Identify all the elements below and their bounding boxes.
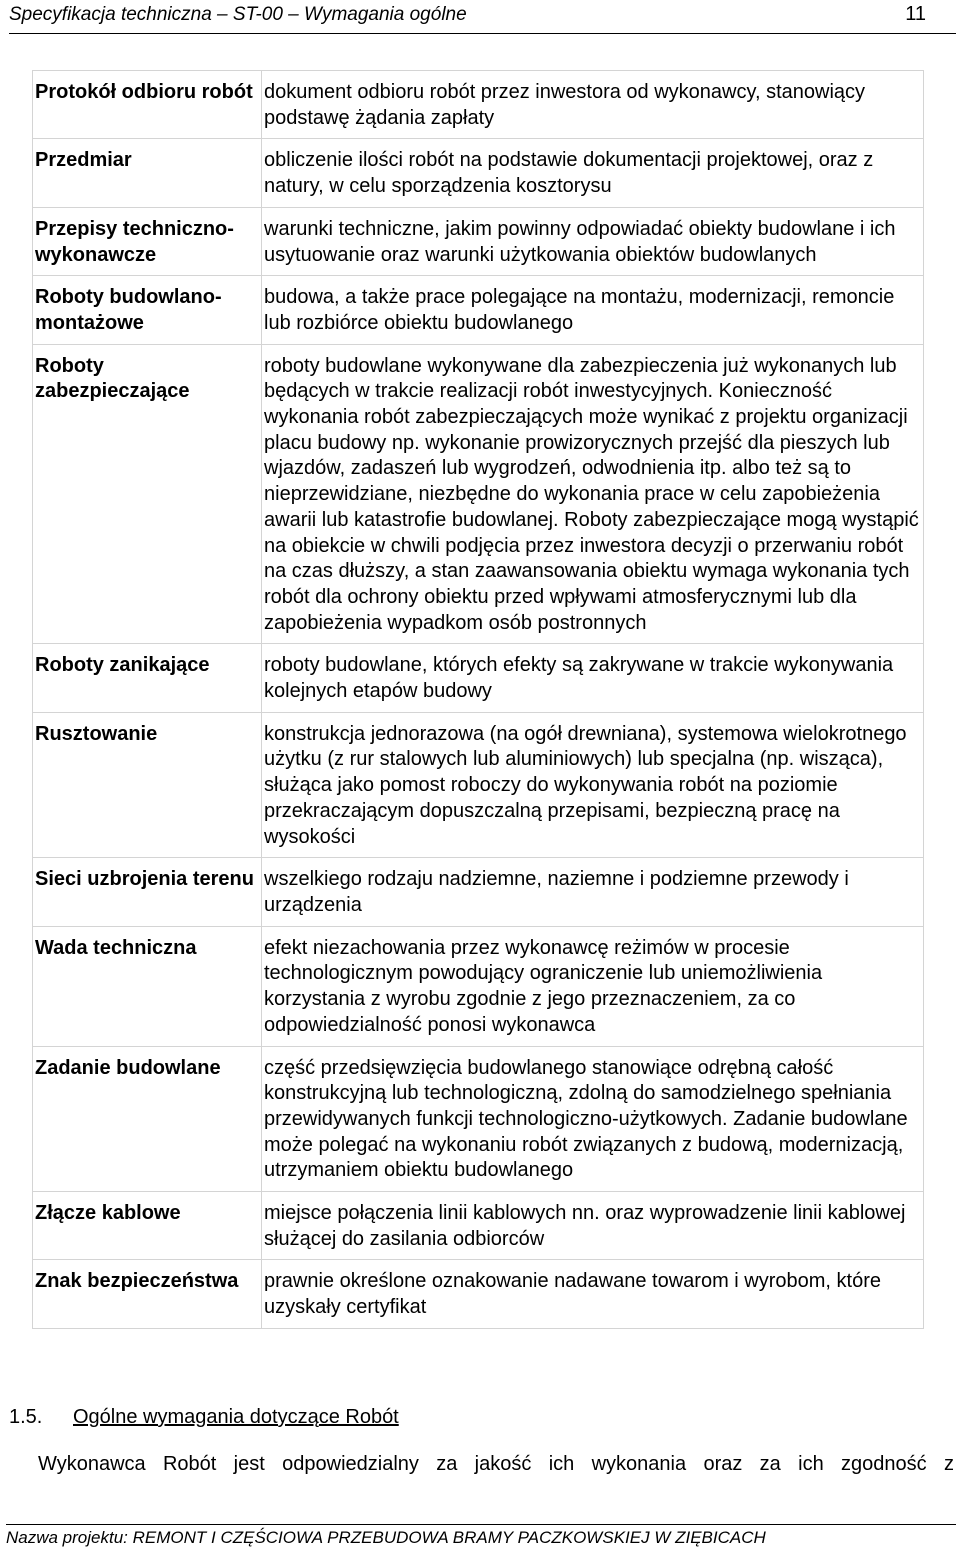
page-footer xyxy=(6,1524,956,1549)
glossary-definition: roboty budowlane wykonywane dla zabezpieczenia już wykonanych lub będących w trakcie realizacji robót inwestycyjnych. Konieczność wykonania robót zabezpieczających może wynikać z projektu organizacji placu budowy np. wykonanie prowizorycznych przejść dla pieszych lub wjazdów, zadaszeń lub wygrodzeń, odwodnienia itp. albo też są to nieprzewidziane, niezbędne do wykonania prace w celu zapobieżenia awarii lub katastrofie budowlanej. Roboty zabezpieczające mogą wystąpić na obiekcie w chwili podjęcia przez inwestora decyzji o przerwaniu robót na czas dłuższy, a stan zaawansowania obiektu wymaga wykonania tych robót dla ochrony obiektu przed wpływami atmosferycznymi lub dla zapobieżenia wypadkom osób postronnych xyxy=(262,344,924,644)
table-row xyxy=(33,1192,924,1260)
glossary-definition: budowa, a także prace polegające na montażu, modernizacji, remoncie lub rozbiórce obiektu budowlanego xyxy=(262,276,924,344)
section-title: Ogólne wymagania dotyczące Robót xyxy=(73,1406,399,1428)
glossary-term: Przedmiar xyxy=(33,139,262,207)
glossary-term: Sieci uzbrojenia terenu xyxy=(33,858,262,926)
glossary-definition: efekt niezachowania przez wykonawcę reżimów w procesie technologicznym powodujący ograniczenie lub uniemożliwienia korzystania z wyrobu zgodnie z jego przeznaczeniem, za co odpowiedzialność ponosi wykonawca xyxy=(262,926,924,1046)
table-row xyxy=(33,139,924,207)
glossary-term: Roboty zabezpieczające xyxy=(33,344,262,644)
table-row xyxy=(33,1046,924,1192)
page-number: 11 xyxy=(905,3,926,25)
table-row xyxy=(33,644,924,712)
glossary-definition: warunki techniczne, jakim powinny odpowiadać obiekty budowlane i ich usytuowanie oraz warunki użytkowania obiektów budowlanych xyxy=(262,207,924,275)
glossary-definition: roboty budowlane, których efekty są zakrywane w trakcie wykonywania kolejnych etapów budowy xyxy=(262,644,924,712)
glossary-table xyxy=(32,70,924,1329)
page-header xyxy=(9,3,956,34)
glossary-definition: dokument odbioru robót przez inwestora od wykonawcy, stanowiący podstawę żądania zapłaty xyxy=(262,71,924,139)
glossary-definition: miejsce połączenia linii kablowych nn. oraz wyprowadzenie linii kablowej służącej do zasilania odbiorców xyxy=(262,1192,924,1260)
glossary-definition: konstrukcja jednorazowa (na ogół drewniana), systemowa wielokrotnego użytku (z rur stalowych lub aluminiowych) lub specjalna (np. wisząca), służąca jako pomost roboczy do wykonywania robót na poziomie przekraczającym dopuszczalną przepisami, bezpieczną pracę na wysokości xyxy=(262,712,924,858)
glossary-term: Złącze kablowe xyxy=(33,1192,262,1260)
glossary-term: Znak bezpieczeństwa xyxy=(33,1260,262,1328)
section-heading xyxy=(9,1406,399,1429)
glossary-definition: część przedsięwzięcia budowlanego stanowiące odrębną całość konstrukcyjną lub technologiczną, zdolną do samodzielnego spełniania przewidywanych funkcji technologiczno-użytkowych. Zadanie budowlane może polegać na wykonaniu robót związanych z budową, modernizacją, utrzymaniem obiektu budowlanego xyxy=(262,1046,924,1192)
glossary-term: Protokół odbioru robót xyxy=(33,71,262,139)
glossary-term: Roboty zanikające xyxy=(33,644,262,712)
table-row xyxy=(33,858,924,926)
table-row xyxy=(33,1260,924,1328)
project-name: Nazwa projektu: REMONT I CZĘŚCIOWA PRZEBUDOWA BRAMY PACZKOWSKIEJ W ZIĘBICACH xyxy=(6,1528,766,1547)
glossary-term: Roboty budowlano-montażowe xyxy=(33,276,262,344)
glossary-term: Wada techniczna xyxy=(33,926,262,1046)
glossary-definition: prawnie określone oznakowanie nadawane towarom i wyrobom, które uzyskały certyfikat xyxy=(262,1260,924,1328)
body-paragraph: Wykonawca Robót jest odpowiedzialny za jakość ich wykonania oraz za ich zgodność z xyxy=(38,1453,954,1475)
glossary-definition: wszelkiego rodzaju nadziemne, naziemne i podziemne przewody i urządzenia xyxy=(262,858,924,926)
table-row xyxy=(33,926,924,1046)
section-number: 1.5. xyxy=(9,1406,43,1428)
glossary-term: Zadanie budowlane xyxy=(33,1046,262,1192)
glossary-definition: obliczenie ilości robót na podstawie dokumentacji projektowej, oraz z natury, w celu sporządzenia kosztorysu xyxy=(262,139,924,207)
glossary-term: Przepisy techniczno-wykonawcze xyxy=(33,207,262,275)
table-row xyxy=(33,207,924,275)
glossary-term: Rusztowanie xyxy=(33,712,262,858)
table-row xyxy=(33,71,924,139)
table-row xyxy=(33,712,924,858)
table-row xyxy=(33,344,924,644)
document-title: Specyfikacja techniczna – ST-00 – Wymagania ogólne xyxy=(9,4,467,25)
table-row xyxy=(33,276,924,344)
